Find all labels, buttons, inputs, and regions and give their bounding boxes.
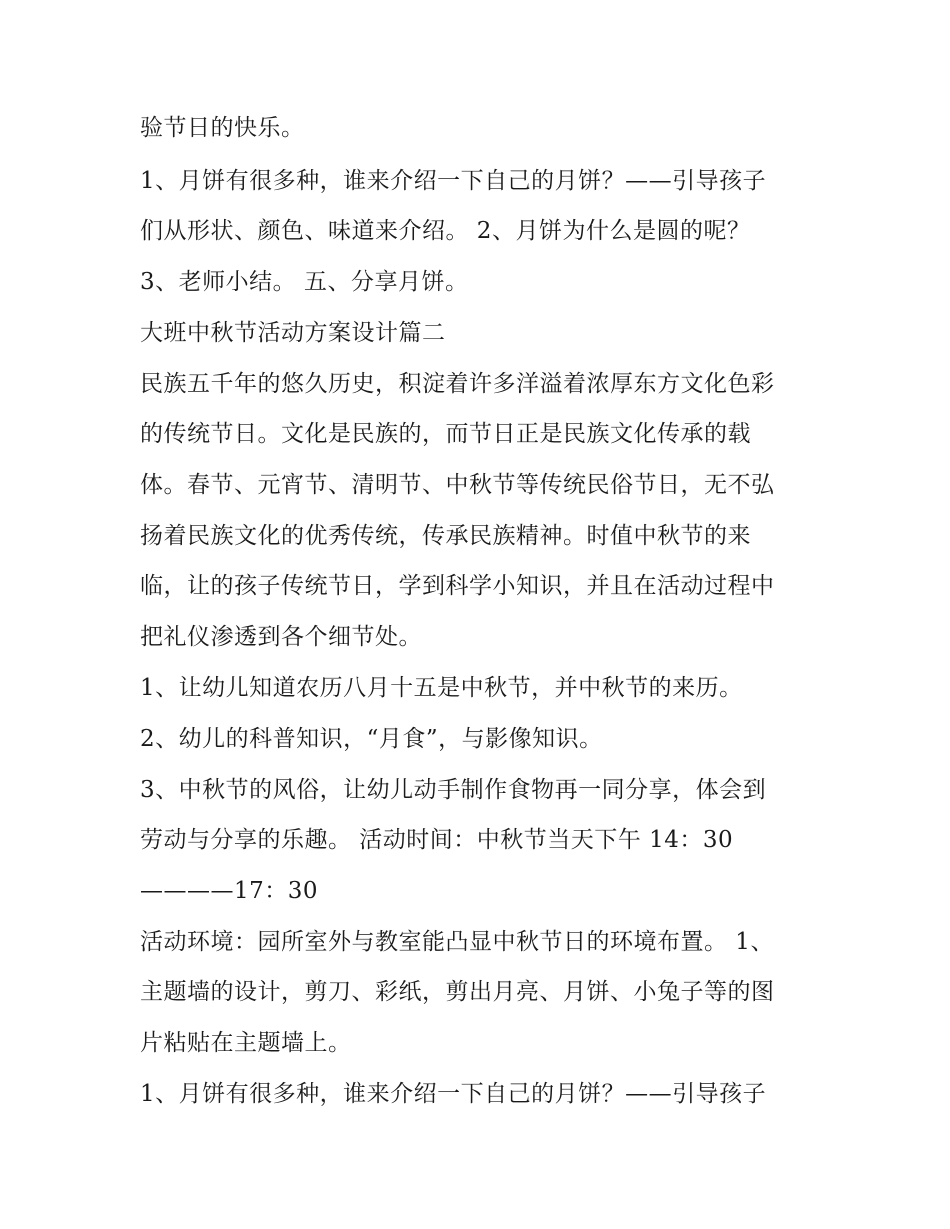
text-line: 2、幼儿的科普知识，“月食”，与影像知识。 <box>140 726 603 752</box>
text-line: 扬着民族文化的优秀传统，传承民族精神。时值中秋节的来 <box>140 523 751 549</box>
text-line: 把礼仪渗透到各个细节处。 <box>140 624 422 650</box>
text-line: 们从形状、颜色、味道来介绍。 2、月饼为什么是圆的呢？ <box>140 218 751 244</box>
text-line: 体。春节、元宵节、清明节、中秋节等传统民俗节日，无不弘 <box>140 472 775 498</box>
text-line: 主题墙的设计，剪刀、彩纸，剪出月亮、月饼、小兔子等的图 <box>140 979 775 1005</box>
text-line: 活动环境：园所室外与教室能凸显中秋节日的环境布置。 1、 <box>140 929 774 955</box>
text-line: 劳动与分享的乐趣。 活动时间：中秋节当天下午 14：30 <box>140 827 734 853</box>
text-line: 民族五千年的悠久历史，积淀着许多洋溢着浓厚东方文化色彩 <box>140 371 775 397</box>
text-line: 1、月饼有很多种，谁来介绍一下自己的月饼？——引导孩子 <box>140 168 767 194</box>
text-line: 的传统节日。文化是民族的，而节日正是民族文化传承的载 <box>140 421 751 447</box>
text-line: 3、中秋节的风俗，让幼儿动手制作食物再一同分享，体会到 <box>140 777 767 803</box>
text-line: 1、月饼有很多种，谁来介绍一下自己的月饼？——引导孩子 <box>140 1081 767 1107</box>
text-line: 3、老师小结。 五、分享月饼。 <box>140 269 469 295</box>
text-line: 1、让幼儿知道农历八月十五是中秋节，并中秋节的来历。 <box>140 675 743 701</box>
section-heading: 大班中秋节活动方案设计篇二 <box>140 320 446 346</box>
text-line: 片粘贴在主题墙上。 <box>140 1030 352 1056</box>
text-line: 临，让的孩子传统节日，学到科学小知识，并且在活动过程中 <box>140 573 775 599</box>
text-line: ————17：30 <box>140 878 319 904</box>
text-line: 验节日的快乐。 <box>140 115 305 141</box>
